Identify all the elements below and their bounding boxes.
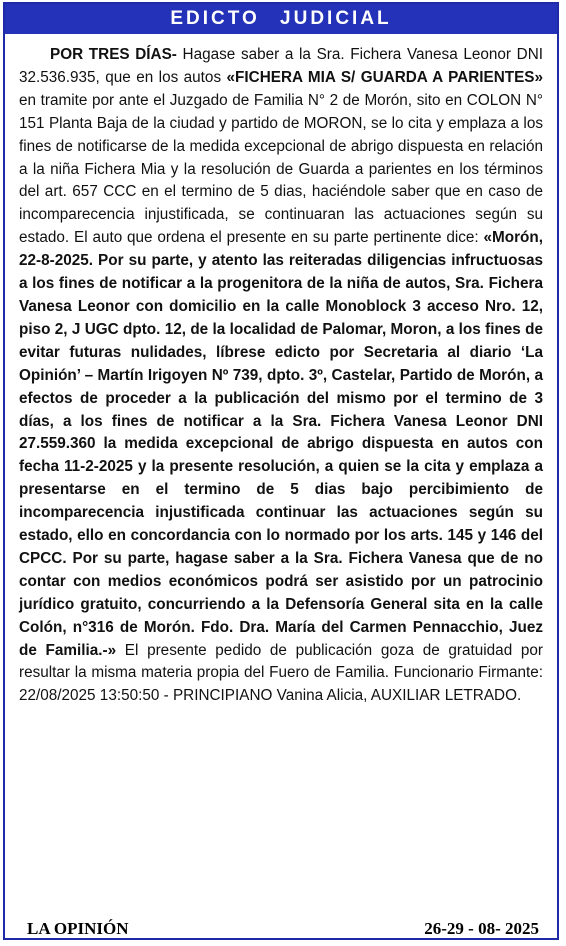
edict-text-part1: Hagase saber a la Sra. Fichera Vanesa Leonor DNI 32.536.935, que en los autos [19, 46, 543, 86]
publication-name: LA OPINIÓN [27, 919, 129, 938]
court-resolution: «Morón, 22-8-2025. Por su parte, y atento las reiteradas diligencias infructuosas a los fines de notificar a la progenitora de la niña de autos, Sra. Fichera Vanesa Leonor con domicilio en la calle Monoblock 3 acceso Nro. 12, piso 2, J UGC dpto. 12, de la localidad de Palomar, Moron, a los fines de evitar futuras nulidades, líbrese edicto por Secretaria al diario ‘La Opinión’ – Martín Irigoyen Nº 739, dpto. 3º, Castelar, Partido de Morón, a efectos de proceder a la publicación del mismo por el termino de 3 días, a los fines de notificar a la Sra. Fichera Vanesa Leonor DNI 27.559.360 la medida excepcional de abrigo dispuesta en autos con fecha 11-2-2025 y la presente resolución, a quien se la cita y emplaza a presentarse en el termino de 5 dias bajo percibimiento de incomparecencia injustificada continuar las actuaciones según su estado, ello en concordancia con lo normado por los arts. 145 y 146 del CPCC. Por su parte, hagase saber a la Sra. Fichera Vanesa que de no contar con medios económicos podrá ser asistido por un patrocinio jurídico gratuito, concurriendo a la Defensoría General sita en la calle Colón, n°316 de Morón. Fdo. Dra. María del Carmen Pennacchio, Juez de Familia.-» [19, 229, 543, 659]
edict-paragraph [19, 44, 543, 708]
edict-lead: POR TRES DÍAS- [50, 46, 177, 63]
edict-text-part2: en tramite por ante el Juzgado de Familia N° 2 de Morón, sito en COLON N° 151 Planta Baja de la ciudad y partido de MORON, se lo cita y emplaza a los fines de notificarse de la medida excepcional de abrigo dispuesta en relación a la niña Fichera Mia y la resolución de Guarda a parientes en los términos del art. 657 CCC en el termino de 5 dias, haciéndole saber que en caso de incomparecencia injustificada, se continuaran las actuaciones según su estado. El auto que ordena el presente en su parte pertinente dice: [19, 91, 543, 247]
edict-frame [3, 2, 559, 940]
edict-header: EDICTO JUDICIAL [5, 4, 557, 34]
edict-body [19, 44, 543, 708]
publication-dates: 26-29 - 08- 2025 [424, 919, 539, 938]
case-title: «FICHERA MIA S/ GUARDA A PARIENTES» [226, 68, 544, 86]
edict-text-part3: El presente pedido de publicación goza de gratuidad por resultar la misma materia propia del Fuero de Familia. Funcionario Firmante: 22/08/2025 13:50:50 - PRINCIPIANO Vanina Alicia, AUXILIAR LETRADO. [19, 641, 543, 705]
edict-footer [27, 918, 539, 940]
